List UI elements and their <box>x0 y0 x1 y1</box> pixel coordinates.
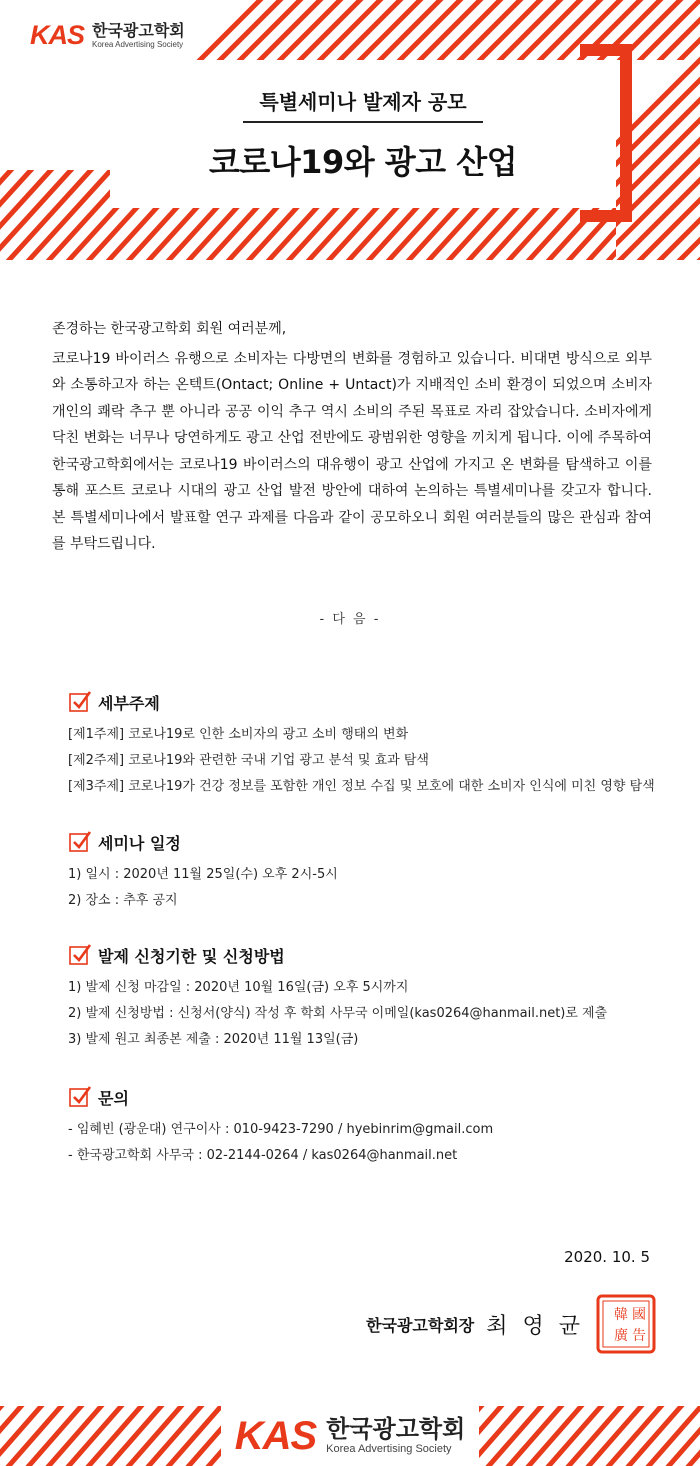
list-item: 3) 발제 원고 최종본 제출 : 2020년 11월 13일(금) <box>68 1032 359 1047</box>
notice-divider: - 다 음 - <box>319 612 381 627</box>
checkbox-icon <box>68 1085 92 1109</box>
list-item: 1) 일시 : 2020년 11월 25일(수) 오후 2시-5시 <box>68 867 338 882</box>
header-logo <box>30 20 185 51</box>
signature-block <box>366 1294 656 1354</box>
intro-letter <box>52 316 652 558</box>
document-date: 2020. 10. 5 <box>564 1248 650 1266</box>
list-item: - 한국광고학회 사무국 : 02-2144-0264 / kas0264@hanmail.net <box>68 1148 458 1163</box>
checkbox-icon <box>68 830 92 854</box>
intro-body: 코로나19 바이러스 유행으로 소비자는 다방면의 변화를 경험하고 있습니다. 비대면 방식으로 외부와 소통하고자 하는 온텍트(Ontact; Online + Untact)가 지배적인 소비 환경이 되었으며 소비자 개인의 쾌락 추구 뿐 아니라 공공 이익 추구 역시 소비의 주된 목표로 자리 잡았습니다. 소비자에게 닥친 변화는 너무나 당연하게도 광고 산업 전반에도 광범위한 영향을 끼치게 됩니다. 이에 주목하여 한국광고학회에서는 코로나19 바이러스의 대유행이 광고 산업에 가지고 온 변화를 탐색하고 이를 통해 포스트 코로나 시대의 광고 산업 발전 방안에 대하여 논의하는 특별세미나를 갖고자 합니다. 본 특별세미나에서 발표할 연구 과제를 다음과 같이 공모하오니 회원 여러분들의 많은 관심과 참여를 부탁드립니다. <box>52 350 652 552</box>
svg-text:廣: 廣 <box>614 1328 628 1344</box>
list-item: - 임혜빈 (광운대) 연구이사 : 010-9423-7290 / hyebinrim@gmail.com <box>68 1122 494 1137</box>
title-box <box>110 62 616 208</box>
page-title: 코로나19와 광고 산업 <box>208 143 518 181</box>
logo-korean-name: 한국광고학회 <box>326 1415 466 1443</box>
intro-greeting: 존경하는 한국광고학회 회원 여러분께, <box>52 321 287 337</box>
list-item: 1) 발제 신청 마감일 : 2020년 10월 16일(금) 오후 5시까지 <box>68 980 409 995</box>
section-topics <box>68 690 655 800</box>
checkbox-icon <box>68 943 92 967</box>
list-item: [제2주제] 코로나19와 관련한 국내 기업 광고 분석 및 효과 탐색 <box>68 753 429 768</box>
section-schedule <box>68 830 338 914</box>
list-item: [제3주제] 코로나19가 건강 정보를 포함한 개인 정보 수집 및 보호에 대한 소비자 인식에 미친 영향 탐색 <box>68 779 655 794</box>
kas-logo-mark: KAS <box>234 1413 317 1458</box>
list-item: 2) 발제 신청방법 : 신청서(양식) 작성 후 학회 사무국 이메일(kas0264@hanmail.net)로 제출 <box>68 1006 608 1021</box>
list-item: 2) 장소 : 추후 공지 <box>68 893 178 908</box>
svg-text:韓: 韓 <box>614 1307 628 1323</box>
logo-english-name: Korea Advertising Society <box>326 1443 452 1455</box>
footer-logo <box>0 1406 700 1466</box>
logo-english-name: Korea Advertising Society <box>92 39 184 49</box>
page-subtitle: 특별세미나 발제자 공모 <box>243 86 482 123</box>
section-heading: 문의 <box>98 1088 129 1108</box>
section-contact <box>68 1085 493 1169</box>
section-application <box>68 943 607 1053</box>
checkbox-icon <box>68 690 92 714</box>
logo-korean-name: 한국광고학회 <box>92 20 185 40</box>
svg-text:告: 告 <box>632 1328 646 1344</box>
kas-logo-mark: KAS <box>30 20 85 50</box>
official-seal-icon <box>596 1294 656 1354</box>
section-heading: 발제 신청기한 및 신청방법 <box>98 946 285 966</box>
signature-name: 최 영 균 <box>486 1313 584 1339</box>
section-heading: 세미나 일정 <box>98 833 181 853</box>
svg-text:國: 國 <box>632 1307 646 1323</box>
signature-title: 한국광고학회장 <box>366 1315 475 1335</box>
section-heading: 세부주제 <box>98 693 160 713</box>
list-item: [제1주제] 코로나19로 인한 소비자의 광고 소비 행태의 변화 <box>68 727 409 742</box>
